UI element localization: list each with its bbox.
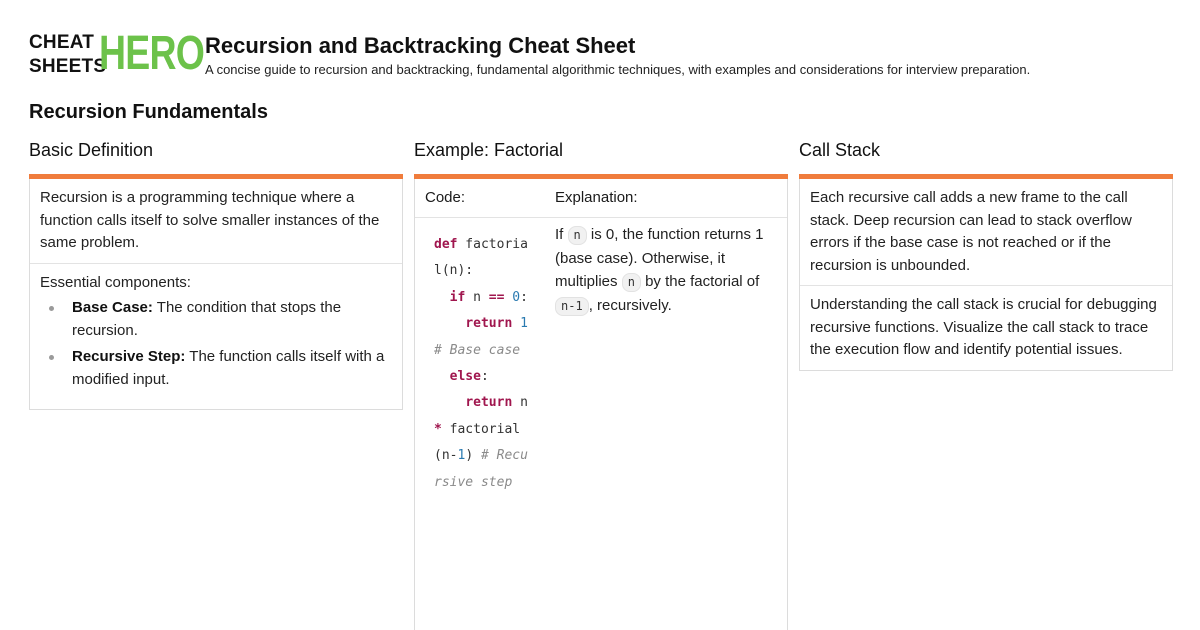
factorial-title: Example: Factorial [414, 140, 564, 160]
section-title: Recursion Fundamentals [29, 101, 268, 123]
base-case-term: Base Case: [72, 299, 153, 316]
code-operator: * [434, 421, 442, 437]
definition-text: Recursion is a programming technique where a function calls itself to solve smaller instances of the same problem. [40, 189, 380, 251]
explanation-part: is 0, the function returns 1 (base case). Otherwise, it multiplies [555, 226, 764, 290]
call-stack-column [799, 140, 1173, 371]
code-comment: # Base case [434, 342, 521, 358]
code-keyword: if [449, 289, 466, 305]
list-item [40, 297, 392, 342]
code-text: : [480, 369, 489, 385]
explanation-part: , recursively. [588, 296, 672, 314]
components-cell [30, 263, 402, 410]
base-case-text: The condition that stops the recursion. [72, 299, 342, 339]
call-stack-text-1: Each recursive call adds a new frame to the call stack. Deep recursion can lead to stack overflow errors if the base case is not reached or if the recursion is unbounded. [810, 189, 1132, 274]
code-text: : [520, 289, 528, 305]
inline-code: n-1 [555, 297, 589, 316]
page-title: Recursion and Backtracking Cheat Sheet [205, 33, 636, 58]
call-stack-card [799, 179, 1173, 371]
code-comment: # Recursive step [434, 448, 528, 490]
factorial-table-header [415, 179, 787, 218]
code-text: ) [465, 448, 481, 464]
call-stack-text-2: Understanding the call stack is crucial for debugging recursive functions. Visualize the call stack to trace the execution flow and identify potential issues. [800, 285, 1172, 370]
cheatsheets-hero-logo[interactable] [29, 27, 205, 80]
code-keyword: else [449, 369, 481, 385]
factorial-column [414, 140, 788, 630]
list-item [40, 346, 392, 391]
code-number: 1 [520, 316, 528, 332]
code-text: factorial(n- [434, 421, 521, 464]
explanation-text [545, 218, 787, 496]
basic-definition-column [29, 140, 403, 410]
code-number: 0 [512, 289, 521, 305]
components-list [40, 297, 392, 391]
code-keyword: def [434, 237, 458, 252]
logo-hero-text: HERO [99, 27, 205, 80]
explanation-part: by the factorial of [640, 273, 760, 290]
logo-sheets-text: SHEETS [29, 56, 107, 77]
inline-code: n [622, 273, 641, 292]
code-keyword: return [465, 316, 513, 332]
factorial-card [414, 179, 788, 630]
factorial-table-body [415, 218, 787, 496]
code-text: n [520, 395, 536, 411]
basic-definition-card [29, 179, 403, 410]
code-text: n [465, 289, 489, 305]
call-stack-title: Call Stack [799, 140, 881, 160]
code-number: 1 [457, 448, 466, 464]
code-header: Code: [425, 189, 466, 206]
explanation-header: Explanation: [555, 189, 638, 206]
code-operator: == [488, 289, 505, 305]
components-label: Essential components: [40, 273, 191, 291]
recursive-step-term: Recursive Step: [72, 348, 186, 365]
page-subtitle: A concise guide to recursion and backtracking, fundamental algorithmic techniques, with examples and considerations for interview preparation. [205, 62, 1031, 77]
basic-definition-title: Basic Definition [29, 140, 154, 160]
code-keyword: return [465, 395, 513, 411]
logo-cheat-text: CHEAT [29, 32, 95, 53]
inline-code: n [568, 226, 587, 245]
code-text: factorial(n): [434, 237, 528, 279]
explanation-part: If [555, 226, 568, 243]
code-block[interactable] [415, 218, 545, 496]
recursive-step-text: The function calls itself with a modified input. [72, 348, 385, 388]
